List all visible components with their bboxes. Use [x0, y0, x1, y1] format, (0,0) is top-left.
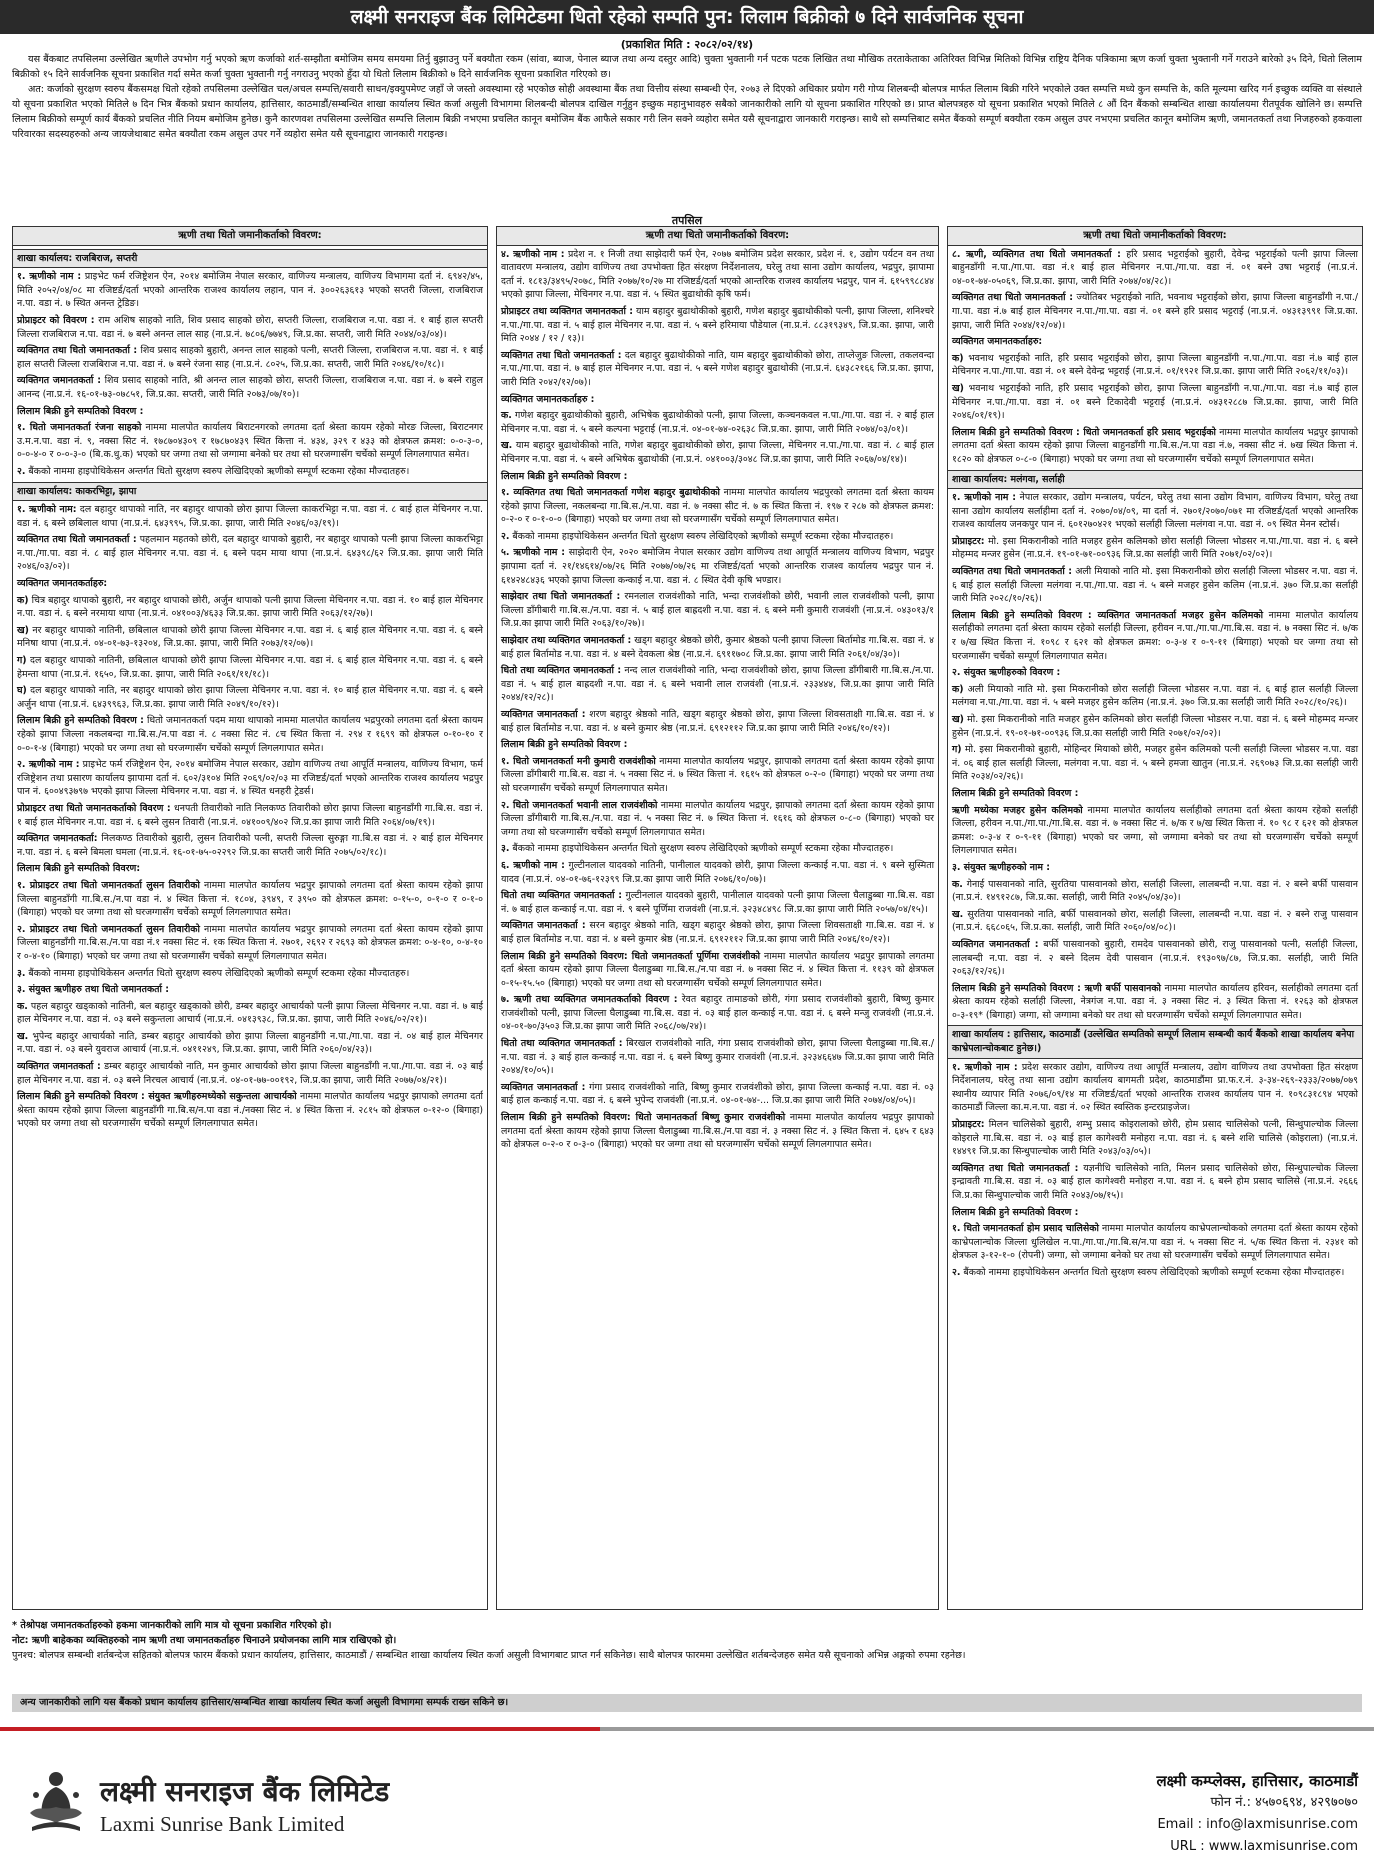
detail-label: व्यक्तिगत तथा धितो जमानतकर्ता : — [952, 292, 1074, 304]
detail-label: क. — [17, 1000, 28, 1012]
detail-label: व्यक्तिगत जमानतकर्ता : — [501, 709, 586, 720]
detail-text: गुल्टीनलाल यादवको नातिनी, पानीलाल यादवको छोरी, झापा जिल्ला कन्काई न.पा. वडा नं. ९ बस्ने सुस्मिता यादव (ना.प्र.नं. ०४-०१-७६-१२३९९ जि.प्र.का झापा जारी मिति २०७६/१०/०७)। — [501, 859, 935, 885]
detail-label: लिलाम बिक्री हुने सम्पतिको विवरण : व्यक्तिगत जमानतकर्ता मजहर हुसेन कलिमको — [952, 609, 1264, 621]
detail-paragraph — [952, 666, 1358, 680]
detail-label: २. — [501, 530, 510, 542]
detail-paragraph — [501, 919, 934, 946]
detail-paragraph — [17, 374, 483, 401]
detail-paragraph — [501, 634, 934, 661]
detail-paragraph — [952, 804, 1358, 858]
detail-label: लिलाम बिक्री हुने सम्पतिको विवरण : — [501, 470, 628, 482]
detail-label: २. धितो जमानतकर्ता भवानी लाल राजवंशीको — [501, 799, 658, 811]
detail-label: ६. ऋणीको नाम : — [501, 859, 565, 871]
detail-text: नाममा मालपोत कार्यालय सर्लाहीको लगतमा दर्ता श्रेस्ता कायम रहेको सर्लाही जिल्ला, हरीवन न.पा./गा.पा./गा.बि.स. वडा नं. ७ नक्सा सिट नं. ७/क र ७/ख स्थित कित्ता नं. १०९८ र ६२१ को क्षेत्रफल क्रमश: ०-३-४ र ०-९-११ (बिगाहा) भएको घर जग्गा तथा सो घरजग्गासँग चर्चेको सम्पूर्ण लिगलगापात समेत। — [952, 609, 1359, 662]
detail-label: २. प्रोप्राइटर तथा धितो जमानतकर्ता लुसन तिवारीको — [17, 923, 200, 935]
detail-label: प्रोप्राइटर: — [952, 535, 985, 547]
detail-paragraph — [501, 664, 934, 705]
detail-text: धितो जमानतकर्ता पदम माया थापाको नाममा मालपोत कार्यालय भद्रपुरको लगतमा दर्ता श्रेस्ता कायम रहेको झापा जिल्ला नकलबन्दा गा.बि.स./न.पा वडा नं. ८ नक्सा सिट नं. ८च स्थित कित्ता नं. २९४ र १६९९ को क्षेत्रफल ०-१०-१० र ०-०-१-४ (बिगाहा) भएको घर जग्गा तथा सो घरजग्गासँग चर्चेको सम्पूर्ण लिगलगापात समेत। — [17, 715, 483, 754]
detail-paragraph — [17, 624, 483, 651]
detail-text: रेवत बहादुर तामाङको छोरी, गंगा प्रसाद राजवंशीको बुहारी, बिष्णु कुमार राजवंशीको पत्नी, झापा जिल्ला घैलाडुब्बा गा.बि.स. वडा नं. ०३ बाई हाल कन्काई न.पा. वडा नं. ६ बस्ने मन्जु राजवंशी (ना.प्र.नं. ०४-०१-७०/३५०३ जि.प्र.का झापा जारी मिति २०६८/०७/२४)। — [501, 994, 934, 1033]
detail-paragraph — [17, 879, 483, 920]
detail-text: याम बहादुर बुढाथोकीको बुहारी, गणेश बहादुर बुढाथोकीको पत्नी, झापा जिल्ला, शनिश्चरे न.पा./गा.पा. वडा नं. ५ बाई हाल मेचिनगर न.पा. वडा नं. ५ बस्ने हरिमाया पौडेयाल (ना.प्र.नं. ८८३१९३४९, जि.प्र.का. झापा, जारी मिति २०४४ / १२ / १३)। — [501, 305, 935, 345]
note-postscript: पुनश्च: बोलपत्र सम्बन्धी शर्तबन्देज सहितको बोलपत्र फारम बैंकको प्रधान कार्यालय, हात्तिसार, काठमाडौं / सम्बन्धित शाखा कार्यालय स्थित कर्जा असुली विभागबाट प्राप्त गर्न सकिनेछ। साथै बोलपत्र फारममा उल्लेखित शर्तबन्देजहरु समेत यसै सूचनाको अभिन्न अङ्गको रुपमा रहनेछ। — [12, 1650, 966, 1661]
detail-text: दल बहादुर थापाको नातिनी, छबिलाल थापाको छोरी झापा जिल्ला मेचिनगर न.पा. वडा नं. ६ बाई हाल मेचिनगर न.पा. वडा नं. ६ बस्ने हेमन्ता थापा (ना.प्र.नं. १६५०, जि.प्र.का. झापा, जारी मिति २०६१/११/१८)। — [17, 655, 484, 680]
branch-office-heading: शाखा कार्यालय : हात्तिसार, काठमाडौं (उल्लेखित सम्पतिको सम्पूर्ण लिलाम सम्बन्धी कार्य बैंकको शाखा कार्यालय बनेपा काभ्रेपलान्चोकबाट हुनेछ।) — [948, 1025, 1362, 1058]
detail-text: नाममा मालपोत कार्यालय भद्रपुर झापाको लगतमा दर्ता श्रेस्ता कायम रहेको झापा जिल्ला बाहुनडाँगी गा.बि.स./न.पा वडा नं.७, नक्सा सीट नं. ७ख स्थित कित्ता नं. १८२० को क्षेत्रफल ०-८-० (बिगाहा) भएको घर जग्गा तथा सो घरजग्गासँग चर्चेको सम्पूर्ण लिगलगापात समेत। — [952, 426, 1359, 465]
detail-paragraph — [501, 393, 934, 407]
detail-label: २. — [952, 1266, 961, 1278]
detail-paragraph — [17, 344, 483, 371]
detail-label: व्यक्तिगत तथा धितो जमानतकर्ता : — [17, 345, 138, 357]
detail-label: ३. संयुक्त ऋणीहरुको नाम : — [952, 861, 1051, 873]
bank-email[interactable]: Email : info@laxmisunrise.com — [1157, 1817, 1358, 1832]
detail-paragraph — [952, 861, 1358, 875]
detail-label: १. प्रोप्राइटर तथा धितो जमानतकर्ता लुसन तिवारीको — [17, 879, 200, 891]
detail-paragraph — [17, 684, 483, 711]
detail-paragraph — [952, 491, 1358, 532]
detail-label: व्यक्तिगत जमानतकर्ता : — [501, 1081, 586, 1093]
detail-text: बैंकको नाममा हाइपोथिकेसन अन्तर्गत धितो सुरक्षण स्वरुप लेखिदिएको ऋणीको सम्पूर्ण स्टकमा रहेका मौज्दातहरु। — [512, 843, 894, 855]
detail-paragraph — [17, 533, 483, 574]
detail-text: नाममा मालपोत कार्यालय भद्रपुर, झापाको लगतमा दर्ता श्रेस्ता कायम रहेको झापा जिल्ला डाँगीबारी गा.बि.स./न.पा. वडा नं. ५ नक्सा सिट नं. ७ स्थित कित्ता नं. १६१६ को क्षेत्रफल ०-८-० (बिगाहा) भएको घर जग्गा तथा सो घरजग्गासँग चर्चेको सम्पूर्ण लिगलगापात समेत। — [501, 799, 934, 838]
footer-rule-grey — [600, 1727, 1374, 1731]
detail-paragraph — [501, 349, 934, 390]
detail-text: राम अशिष साहको नाति, शिव प्रसाद साहको छोरा, सप्तरी जिल्ला, राजबिराज न.पा. वडा नं. १ बाई हाल सप्तरी जिल्ला राजबिराज न.पा. वडा नं. ७ बस्ने अनन्त लाल साह (ना.प्र.नं. ७८०६/७७४९, जि.प्र.का. सप्तरी, जारी मिति २०४४/०३/०४)। — [17, 314, 484, 340]
detail-paragraph — [17, 967, 483, 981]
detail-paragraph — [501, 889, 934, 916]
detail-label: लिलाम बिक्री हुने सम्पतिको विवरण: धितो जमानतकर्ता पूर्णिमा राजवंशीको — [501, 950, 761, 962]
detail-label: साझेदार तथा धितो जमानतकर्ता : — [501, 591, 621, 603]
detail-paragraph — [952, 335, 1358, 349]
detail-label: लिलाम बिक्री हुने सम्पतिको विवरण : ऋणी बर्फी पासवानको — [952, 982, 1161, 994]
detail-text: शिव प्रसाद साहको बुहारी, अनन्त लाल साहको पत्नी, सप्तरी जिल्ला, राजबिराज न.पा. वडा नं. १ बाई हाल सप्तरी जिल्ला राजबिराज न.पा. वडा नं. ७ बस्ने रंजना साह (ना.प्र.नं. ८०२५, जि.प्र.का. सप्तरी, जारी मिति २०४६/१०/१८)। — [17, 345, 483, 370]
detail-label: क. — [501, 410, 512, 422]
detail-paragraph — [501, 546, 934, 587]
detail-text: मो. इसा मिकरानीको नाति मजहर हुसेन कलिमको छोरा सर्लाही जिल्ला भोडसर न.पा. वडा नं. ६ बस्ने मोहम्मद मन्जर हुसेन (ना.प्र.नं. १९-०१-७१-००९३६ जि.प्र.का सर्लाही जारी मिति २०७१/०२/०२)। — [952, 714, 1358, 739]
detail-text: डम्बर बहादुर आचार्यको नाति, मन कुमार आचार्यको छोरा झापा जिल्ला बाहुनडाँगी न.पा./गा.पा. वडा नं. ०३ बाई हाल मेचिनगर न.पा. वडा नं. ०३ बस्ने निरचल आचार्य (ना.प्र.नं. ०४-०१-७७-००१९२, जि.प्र.का झापा, जारी मिति २०७७/०४/२१)। — [17, 1061, 483, 1086]
detail-label: ३. संयुक्त ऋणीहरु तथा धितो जमानतकर्ता : — [17, 984, 169, 996]
detail-text: नाममा मालपोत कार्यालय भद्रपुर झापाको लगतमा दर्ता श्रेस्ता कायम रहेको झापा जिल्ला घैलाडुब्बा गा.बि.स./न.पा वडा नं. ७ नक्सा सिट नं. ४ स्थित कित्ता नं. ११३९ को क्षेत्रफल ०-१५-१५.५० (बिगाहा) भएको घर जग्गा तथा सो घरजग्गासँग चर्चेको सम्पूर्ण लिगलगापात समेत। — [501, 950, 935, 989]
detail-label: प्रोप्राइटर तथा व्यक्तिगत जमानतकर्ता : — [501, 305, 633, 317]
detail-label: लिलाम बिक्री हुने सम्पतिको विवरण : संयुक्त ऋणीहरुमध्येको सकुन्तला आचार्यको — [17, 1091, 297, 1103]
detail-text: नाममा मालपोत कार्यालय काभ्रेपलान्चोकको लगतमा दर्ता श्रेस्ता कायम रहेको काभ्रेपलान्चोक जिल्ला धुलिखेल न.पा./गा.पा./गा.बि.स/न.पा वडा नं. ५ नक्सा सिट नं. ५/क स्थित कित्ता नं. २३४१ को क्षेत्रफल ३-१२-१-० (रोपनी) जग्गा, सो जग्गामा बनेको घर तथा सो घरजग्गासँग चर्चेको सम्पूर्ण लिगलगापात समेत। — [952, 1223, 1358, 1262]
bank-name-english: Laxmi Sunrise Bank Limited — [100, 1812, 345, 1836]
contact-block — [1157, 1770, 1359, 1858]
detail-text: बैंकको नाममा हाइपोथिकेसन अन्तर्गत धितो सुरक्षण स्वरुप लेखिदिएको ऋणीको सम्पूर्ण स्टकमा रहेका मौज्दातहरु। — [512, 530, 894, 542]
detail-text: गेनाई पासवानको नाति, सुरतिया पासवानको छोरा, सर्लाही जिल्ला, लालबन्दी न.पा. वडा नं. २ बस्ने बर्फी पासवान (ना.प्र.नं. १४९१२८७, जि.प्र.का. सर्लाही, जारी मिति २०४५/०४/३०)। — [952, 878, 1358, 904]
detail-label: व्यक्तिगत जमानतकर्ता : — [501, 920, 586, 932]
detail-text: बैंकको नाममा हाइपोथिकेसन अन्तर्गत धितो सुरक्षण स्वरुप लेखिदिएको ऋणीको सम्पूर्ण स्टकमा रहेका मौज्दातहरु। — [28, 465, 410, 477]
detail-paragraph — [501, 530, 934, 544]
branch-office-heading: शाखा कार्यालय: मलंगवा, सर्लाही — [948, 470, 1362, 490]
detail-text: धनपती तिवारीको नाति निलकण्ठ तिवारीको छोरा झापा जिल्ला बाहुनडाँगी गा.बि.स. वडा नं. १ बाई हाल मेचिनगर न.पा. वडा नं. ६ बस्ने लुसन तिवारी (ना.प्र.नं. ०४१००९/४०२ जि.प्र.का झापा जारी मिति २०६४/०७/१९)। — [17, 802, 483, 828]
detail-paragraph — [501, 248, 934, 302]
intro-paragraph: अत: कर्जाको सुरक्षण स्वरुप बैंकसमक्ष धितो रहेको तपसिलमा उल्लेखित चल/अचल सम्पत्ति/सवारी साधन/इक्युपमेण्ट जहाँ जे जस्तो अवस्थामा रहे भएकोछ सोही अवस्थामा बैंक तथा वित्तीय संस्था सम्बन्धी ऐन, २०७३ ले दिएको अधिकार प्रयोग गरी गोप्य शिलबन्दी बोलपत्र मार्फत लिलाम बिक्री गरिने भएकोले उक्त सम्पत्ति मध्ये कुन सम्पत्ति के, कति मूल्यमा खरिद गर्न इच्छुक व्यक्ति वा संस्थाले यो सूचना प्रकाशित भएको मितिले ७ दिन भित्र बैंकको प्रधान कार्यालय, हात्तिसार, काठमाडौं/सम्बन्धित शाखा कार्यालय स्थित कर्जा असुली विभागमा शिलबन्दी बोलपत्र दाखिल गर्नुहुन इच्छुक महानुभावहरु सबैको जानकारीको लागि यो सूचना प्रकाशित गरिएको छ। प्राप्त बोलपत्रहरु यो सूचना प्रकाशित भएको मितिले ८ औं दिन बैंकको सम्बन्धित शाखा कार्यालयमा रीतपूर्वक खोलिने छ। सम्पत्ति लिलाम बिक्रीको सम्पूर्ण कार्य बैंकको प्रचलित नीति नियम बमोजिम हुनेछ। कुनै कारणवश तपसिलमा उल्लेखित सम्पत्ति लिलाम बिक्री नभएमा प्रचलित कानून बमोजिम बैंक आफैले सकार गरी लिन सक्ने व्यहोरा समेत यसै सूचनाद्वारा जानकारी गराइन्छ। साथै सो सम्पत्तिबाट समेत बैंकको सम्पूर्ण बक्यौता रकम असुल उपर नभएमा प्रचलित कानून बमोजिम ऋणी, जमानतकर्ता तथा निजहरुको हकवाला परिवारका सदस्यहरुको अन्य जायजेथाबाट समेत बक्यौता रकम असुल उपर गर्ने व्यहोरा समेत यसै सूचनाद्वारा जानकारी गराइन्छ। — [12, 84, 1362, 140]
intro-paragraph: यस बैंकबाट तपसिलमा उल्लेखित ऋणीले उपभोग गर्नु भएको ऋण कर्जाको शर्त-सम्झौता बमोजिम समय समयमा तिर्नु बुझाउनु पर्ने बक्यौता रकम (सांवा, ब्याज, पेनाल ब्याज तथा अन्य दस्तुर आदि) चुक्ता भुक्तानी गर्न पटक पटक लिखित तथा मौखिक तरताकेताका अतिरिक्त विभिन्न मितिको विभिन्न राष्ट्रिय दैनिक पत्रिकामा ऋण कर्जा चुक्ता भुक्तानी गर्ने गराउने बारेको ३५ दिने, धितो लिलाम बिक्रीको १५ दिने सार्वजनिक सूचना प्रकाशित गर्दा समेत कर्जा चुक्ता भुक्तानी गर्नु नगराउनु भएको हुँदा यो धितो लिलाम बिक्रीको ७ दिने सार्वजनिक सूचना प्रकाशित गरिएको छ। — [12, 54, 1362, 80]
detail-text: चित्र बहादुर थापाको बुहारी, नर बहादुर थापाको छोरी, अर्जुन थापाको पत्नी झापा जिल्ला मेचिनगर न.पा. वडा नं. १० बाई हाल मेचिनगर न.पा. वडा नं. ६ बस्ने नरमाया थापा (ना.प्र.नं. ०४१००३/४६३३ जि.प्र.का. झापा जारी मिति २०६३/१२/२७)। — [17, 594, 483, 620]
detail-label: लिलाम बिक्री हुने सम्पतिको विवरण: धितो जमानतकर्ता बिष्णु कुमार राजवंशीको — [501, 1112, 786, 1124]
detail-paragraph — [17, 503, 483, 530]
detail-paragraph — [952, 1118, 1358, 1159]
detail-paragraph — [501, 738, 934, 752]
detail-paragraph — [17, 714, 483, 755]
detail-paragraph — [501, 799, 934, 840]
branch-office-heading: शाखा कार्यालय: काकरभिट्टा, झापा — [13, 482, 487, 502]
detail-label: घ) — [17, 685, 27, 697]
detail-paragraph — [952, 426, 1358, 467]
detail-text: नन्द लाल राजवंशीको नाति, भन्दा राजवंशीको छोरा, झापा जिल्ला डाँगीबारी गा.बि.स./न.पा. वडा नं. ५ बाई हाल बाह्रदशी न.पा. वडा नं. ६ बस्ने भवानी लाल राजवंशी (ना.प्र.नं. २३३४४४, जि.प्र.का झापा जारी मिति २०४४/१२/२८)। — [501, 665, 934, 704]
detail-label: १. धितो जमानतकर्ता होम प्रसाद चालिसेको — [952, 1223, 1099, 1235]
detail-paragraph — [501, 708, 934, 735]
detail-label: ख. — [501, 440, 513, 452]
detail-paragraph — [17, 1060, 483, 1087]
detail-text: बैंकको नाममा हाइपोथिकेसन अन्तर्गत धितो सुरक्षण स्वरुप लेखिदिएको ऋणीको सम्पूर्ण स्टकमा रहेका मौज्दातहरु। — [28, 967, 410, 979]
detail-paragraph — [17, 465, 483, 479]
detail-text: नाममा मालपोत कार्यालय हरिवन, सर्लाहीको लगतमा दर्ता श्रेस्ता कायम रहेको सर्लाही जिल्ला, नेत्रगंज न.पा. वडा नं. ३ नक्सा सिट नं. ३ स्थित कित्ता नं. १२६३ को क्षेत्रफल ०-३-१९* (बिगाहा) जग्गा, सो जग्गामा बनेको घर तथा सो घरजग्गासँग चर्चेको सम्पूर्ण लिगलगापात समेत। — [952, 982, 1359, 1021]
detail-paragraph — [952, 938, 1358, 979]
detail-text: भवनाथ भट्टराईको नाति, हरि प्रसाद भट्टराईको छोरा, झापा जिल्ला बाहुनडाँगी न.पा./गा.पा. वडा नं.७ बाई हाल मेचिनगर न.पा./गा.पा. वडा नं. ०१ बस्ने देवेन्द्र भट्टराई (ना.प्र.नं. ०१/१९२१ जि.प्र.का. झापा जारी मिति २०६२/११/०३)। — [952, 352, 1358, 378]
detail-paragraph — [501, 842, 934, 856]
detail-paragraph — [952, 713, 1358, 740]
borrower-column-3 — [947, 226, 1363, 1610]
detail-text: प्राइभेट फर्म रजिष्ट्रेशन ऐन, २०१४ बमोजिम नेपाल सरकार, वाणिज्य मन्त्रालय, वाणिज्य विभागमा दर्ता नं. ६९४२/४५, मिति २०५२/०४/०८ मा रजिष्टर्ड/दर्ता भएको आन्तरिक राजश्व कार्यालय लहान, पान नं. ३००२६३६१३ भएको सप्तरी जिल्ला, राजबिराज न.पा. वडा नं. ७ स्थित अनन्त ट्रेडिङ। — [17, 271, 483, 310]
detail-label: क) — [17, 594, 29, 606]
detail-paragraph — [17, 758, 483, 799]
detail-paragraph — [17, 1030, 483, 1057]
detail-paragraph — [952, 1162, 1358, 1203]
detail-paragraph — [17, 594, 483, 621]
detail-paragraph — [501, 755, 934, 796]
detail-text: शरण बहादुर श्रेष्ठको नाति, खड्ग बहादुर श्रेष्ठको छोरा, झापा जिल्ला शिवसताक्षी गा.बि.स. वडा नं. ४ बाई हाल बिर्तामोड न.पा. वडा नं. ४ बस्ने कुमार श्रेष्ठ (ना.प्र.नं. ६९१२११२ जि.प्र.का झापा जारी मिति २०४६/१०/१२)। — [501, 709, 935, 734]
detail-text: नाममा मालपोत कार्यालय भद्रपुर झापाको लगतमा दर्ता श्रेस्ता कायम रहेको झापा जिल्ला बाहुनडाँगी गा.बि.स/न.पा वडा नं./नक्सा सिट नं. ४ स्थित कित्ता नं. २८१५ को क्षेत्रफल ०-१२-० (बिगाहा) भएको घर जग्गा तथा सो घरजग्गासँग चर्चेको सम्पूर्ण लिगलगापात समेत। — [17, 1091, 483, 1130]
detail-paragraph — [17, 1000, 483, 1027]
detail-label: क. — [952, 878, 963, 890]
detail-label: प्रोप्राइटर: — [952, 1119, 985, 1131]
detail-label: लिलाम बिक्री हुने सम्पतिको विवरण : — [952, 1206, 1079, 1218]
detail-label: ग) — [17, 655, 27, 667]
detail-label: ४. ऋणीको नाम : — [501, 248, 565, 260]
detail-text: दल बहादुर थापाको नाति, नर बहादुर थापाको छोरा झापा जिल्ला मेचिनगर न.पा. वडा नं. १० बाई हाल मेचिनगर न.पा. वडा नं. ६ बस्ने अर्जुन थापा (ना.प्र.नं. ६४३९९६३, जि.प्र.का. झापा जारी मिति २०४९/१०/१२)। — [17, 685, 483, 710]
detail-text: ज्योतिबर भट्टराईको नाति, भवनाथ भट्टराईको छोरा, झापा जिल्ला बाहुनडाँगी न.पा./गा.पा. वडा नं.७ बाई हाल मेचिनगर न.पा./गा.पा. वडा नं. ०१ बस्ने हरि प्रसाद भट्टराई (ना.प्र.नं. ०४३१३९९१ जि.प्र.का. झापा, जारी मिति २०४४/१२/०४)। — [952, 292, 1359, 331]
detail-label: व्यक्तिगत जमानतकर्ता : — [17, 1061, 101, 1073]
detail-text: याम बहादुर बुढाथोकीको नाति, गणेश बहादुर बुढाथोकीको छोरा, झापा जिल्ला, मेचिनगर न.पा./गा.पा. वडा नं. ८ बाई हाल मेचिनगर न.पा. वडा नं. ५ बस्ने अभिषेक बुढाथोकी (ना.प्र.नं. ०४१००३/३०४८ जि.प्र.का झापा, जारी मिति २०६७/०४/१४)। — [501, 440, 934, 465]
detail-paragraph — [17, 802, 483, 829]
note-names: नोट: ऋणी बाहेकका व्यक्तिहरुको नाम ऋणी तथा जमानतकर्ताहरु चिनाउने प्रयोजनका लागि मात्र राखिएको हो। — [12, 1635, 397, 1646]
intro-text — [12, 52, 1362, 142]
detail-text: अली मियाको नाति मो. इसा मिकरानीको छोरा सर्लाही जिल्ला भोडसर न.पा. वडा नं. ६ बाई हाल सर्लाही जिल्ला मलंगवा न.पा./गा.पा. वडा नं. ५ बस्ने मजहर हुसेन कलिम (ना.प्र.नं. ३७० जि.प्र.का सर्लाही जारी मिति २०२८/१०/२६)। — [952, 683, 1358, 709]
detail-label: ८. ऋणी, व्यक्तिगत तथा धितो जमानतकर्ता : — [952, 248, 1121, 260]
detail-label: २. ऋणीको नाम : — [17, 759, 80, 771]
detail-paragraph — [501, 1081, 934, 1108]
detail-label: धितो तथा व्यक्तिगत जमानतकर्ता : — [501, 890, 622, 902]
detail-text: सरन बहादुर श्रेष्ठको नाति, खड्ग बहादुर श्रेष्ठको छोरा, झापा जिल्ला शिवसताक्षी गा.बि.स. वडा नं. ४ बाई हाल बिर्तामोड न.पा. वडा नं. ४ बस्ने कुमार श्रेष्ठ (ना.प्र.नं. ६९१२११२ जि.प्र.का झापा जारी मिति २०४६/१०/१२)। — [501, 920, 934, 945]
detail-paragraph — [952, 743, 1358, 784]
detail-text: दल बहादुर थापाको नाति, नर बहादुर थापाको छोरा झापा जिल्ला काकरभिट्टा न.पा. वडा नं. ८ बाई हाल मेचिनगर न.पा. वडा नं. ६ बस्ने छबिलाल थापा (ना.प्र.नं. ६४३९९५, जि.प्र.का. झापा, जारी मिति २०४६/०३/१९)। — [17, 504, 483, 529]
bank-address: लक्ष्मी कम्प्लेक्स, हात्तिसार, काठमाडौं — [1156, 1772, 1358, 1790]
detail-paragraph — [501, 409, 934, 436]
bank-name-nepali: लक्ष्मी सनराइज बैंक लिमिटेड — [100, 1775, 390, 1808]
detail-paragraph — [501, 486, 934, 527]
detail-label: प्रोप्राइटर तथा धितो जमानतकर्ताको विवरण : — [17, 802, 171, 814]
detail-text: नाममा मालपोत कार्यालय भद्रपुर झापाको लगतमा दर्ता श्रेस्ता कायम रहेको झापा जिल्ला बाहुनडाँगी गा.बि.स./न.पा वडा नं. ४ स्थित कित्ता नं. १८०४, ३९४९, र ३९५० को क्षेत्रफल क्रमश: ०-१५-०, ०-१-० र ०-१-० (बिगाहा) भएको घर जग्गा तथा सो घरजग्गासँग चर्चेको सम्पूर्ण लिगलगापात समेत। — [17, 879, 483, 919]
detail-label: १. ऋणीको नाम : — [952, 1061, 1018, 1073]
footer-rule-red — [0, 1727, 600, 1731]
detail-text: बिरखल राजवंशीको नाति, गंगा प्रसाद राजवंशीको छोरा, झापा जिल्ला घैलाडुब्बा गा.बि.स./न.पा. वडा नं. ३ बाई हाल कन्काई न.पा. वडा नं. ६ बस्ने बिष्णु कुमार राजवंशी (ना.प्र.नं. ३२३४६६४७ जि.प्र.का झापा जारी मिति २०४४/१०/०५)। — [501, 1038, 934, 1077]
detail-text: गुल्टीनलाल यादवको बुहारी, पानीलाल यादवको पत्नी झापा जिल्ला घैलाडुब्बा गा.बि.स. वडा नं. ७ बाई हाल कन्काई न.पा. वडा नं. ९ बस्ने पूर्णिमा राजवंशी (ना.प्र.नं. ३२३४८४९८ जि.प्र.का झापा जारी मिति २०५७/०४/१५)। — [501, 890, 935, 915]
detail-text: साझेदारी ऐन, २०२० बमोजिम नेपाल सरकार उद्योग वाणिज्य तथा आपूर्ति मन्त्रालय वाणिज्य विभाग, भद्रपुर झापामा दर्ता नं. २१/१४६१४/०७/२६ मिति २०७७/०७/२६ मा रजिष्टर्ड/दर्ता भएको आन्तरिक राजश्व कार्यालय भद्रपुर पान नं. ६१४२४८४३६ भएको झापा जिल्ला कन्काई न.पा. वडा नं. ८ स्थित देवी कृषि भण्डार। — [501, 547, 935, 586]
detail-label: प्रोप्राइटर को विवरण : — [17, 314, 95, 326]
detail-paragraph — [952, 1266, 1358, 1280]
detail-label: ख) — [952, 382, 964, 394]
detail-text: हरि प्रसाद भट्टराईको बुहारी, देवेन्द्र भट्टराईको पत्नी झापा जिल्ला बाहुनडाँगी न.पा./गा.पा. वडा नं.१ बाई हाल मेचिनगर न.पा./गा.पा. वडा नं. ०१ बस्ने उषा भट्टराई (ना.प्र.नं. ०४-०१-७४-०५०६९, जि.प्र.का. झापा, जारी मिति २०७४/०४/२८)। — [952, 248, 1358, 287]
detail-paragraph — [952, 1061, 1358, 1115]
detail-label: २. संयुक्त ऋणीहरुको विवरण : — [952, 667, 1061, 679]
detail-text: अली मियाको नाति मो. इसा मिकरानीको छोरा सर्लाही जिल्ला भोडसर न.पा. वडा नं. ६ बाई हाल सर्लाही जिल्ला मलंगवा न.पा./गा.पा. वडा नं. ५ बस्ने मजहर हुसेन कलिम (ना.प्र.नं. ३७० जि.प्र.का सर्लाही जारी मिति २०२८/१०/२६)। — [952, 566, 1358, 605]
detail-label: व्यक्तिगत जमानतकर्ताहरु: — [952, 336, 1043, 348]
detail-text: प्रदेश सरकार उद्योग, वाणिज्य तथा आपूर्ति मन्त्रालय, उद्योग वाणिज्य तथा उपभोक्ता हित संरक्षण निर्देशनालय, घरेलु तथा साना उद्योग कार्यालय बागमती प्रदेश, काठमाडौंमा प्रा.फ.र.नं. ३-३४-२६९-२३३३/२०७७/०७९ स्थानीय व्यापार मिति २०७६/०९/१४ मा रजिष्टर्ड/दर्ता भएको आन्तरिक राजश्व कार्यालय पान नं. १०९८३१८९४ भएको काठमाडौं जिल्ला का.म.न.पा. वडा नं. ०२ स्थित स्वस्तिक इन्टरप्राइजेज। — [952, 1061, 1359, 1114]
detail-text: नाममा मालपोत कार्यालय भद्रपुर झापाको लगतमा दर्ता श्रेस्ता कायम रहेको झापा जिल्ला बाहुनडाँगी गा.बि.स./न.पा वडा नं.१ नक्सा सिट नं. १क स्थित कित्ता नं. २७०१, २६९२ र २६९३ को क्षेत्रफल क्रमश: ०-४-१०, ०-४-१० र ०-४-१० (बिगाहा) भएको घर जग्गा तथा सो घरजग्गासँग चर्चेको सम्पूर्ण लिगलगापात समेत। — [17, 923, 483, 962]
detail-paragraph — [952, 248, 1358, 289]
column-heading: ऋणी तथा धितो जमानीकर्ताको विवरण: — [497, 227, 938, 246]
detail-label: ऋणी मध्येका मजहर हुसेन कलिमको — [952, 804, 1083, 816]
contact-info-strip: अन्य जानकारीको लागि यस बैंकको प्रधान कार्यालय हात्तिसार/सम्बन्धित शाखा कार्यालय स्थित कर्जा असुली विभागमा सम्पर्क राख्न सकिने छ। — [12, 1694, 1362, 1712]
detail-text: मिलन चालिसेको बुहारी, शम्भु प्रसाद कोइरालाको छोरी, होम प्रसाद चालिसेको पत्नी, सिन्धुपाल्चोक जिल्ला कोइराले गा.बि.स. वडा नं. ०३ बाई हाल कागेश्वरी मनोहरा न.पा. वडा नं. ६ बस्ने शशि चालिसे (कोइराला) (ना.प्र.नं. १४४९१ जि.प्र.का सिन्धुपाल्चोक जारी मिति २०४३/०३/०५)। — [952, 1119, 1358, 1158]
detail-text: नाममा मालपोत कार्यालय भद्रपुरको लगतमा दर्ता श्रेस्ता कायम रहेको झापा जिल्ला, नकलबन्दा गा.बि.स./न.पा. वडा नं. ७ नक्सा सीट नं. ७ क स्थित कित्ता नं. १९७ र २८७ को क्षेत्रफल क्रमश: ०-२-० र ०-१-०-० (बिगाहा) भएको घर जग्गा तथा सो घरजग्गासँग चर्चेको सम्पूर्ण लिगलगापात समेत। — [501, 487, 934, 526]
detail-text: नाममा मालपोत कार्यालय सर्लाहीको लगतमा दर्ता श्रेस्ता कायम रहेको सर्लाही जिल्ला, हरीवन न.पा./गा.पा./गा.बि.स. वडा नं. ७ नक्सा सिट नं. ७/क र ७/ख स्थित कित्ता नं. १० ९८ र ६२१ को क्षेत्रफल क्रमश: ०-३-४ र ०-९-११ (बिगाहा) भएको घर जग्गा, सो जग्गामा बनेको घर तथा सो घरजग्गासँग चर्चेको सम्पूर्ण लिगलगापात समेत। — [952, 804, 1358, 857]
detail-paragraph — [501, 993, 934, 1034]
detail-paragraph — [17, 421, 483, 462]
detail-label: लिलाम बिक्री हुने सम्पतिको विवरण : धितो जमानतकर्ता हरि प्रसाद भट्टराईको — [952, 426, 1216, 438]
laxmi-goddess-logo-icon — [22, 1765, 90, 1835]
detail-paragraph — [17, 1090, 483, 1131]
detail-label: लिलाम बिक्री हुने सम्पतिको विवरण: — [17, 863, 141, 875]
detail-text: बैंकको नाममा हाइपोथिकेसन अन्तर्गत धितो सुरक्षण स्वरुप लेखिदिएको ऋणीको सम्पूर्ण स्टकमा रहेका मौज्दातहरु। — [963, 1266, 1345, 1278]
detail-label: क) — [952, 683, 964, 695]
detail-label: १. ऋणीको नाम : — [952, 492, 1017, 504]
detail-label: ख. — [952, 908, 964, 920]
detail-text: प्रदेश न. १ निजी तथा साझेदारी फर्म ऐन, २०७७ बमोजिम प्रदेश सरकार, प्रदेश नं. १, उद्योग पर्यटन वन तथा वातावरण मन्त्रालय, उद्योग वाणिज्य तथा उपभोक्ता हित संरक्षण निर्देशनालय, घरेलु तथा साना उद्योग कार्यालय, भद्रपुर, झापामा दर्ता नं. १८१३/३४९५/२०७८, मिति २०७७/१०/२७ मा रजिष्टर्ड/दर्ता भएको आन्तरिक राजश्व कार्यालय भद्रपुर, पान नं. ६१५९९८८४४ भएको झापा जिल्ला, मेचिनगर न.पा. वडा नं. ५ स्थित बुढाथोकी कृषि फर्म। — [501, 248, 935, 301]
notes-section — [12, 1618, 1362, 1664]
detail-label: ख) — [17, 624, 29, 636]
detail-label: व्यक्तिगत जमानतकर्ताहरु: — [17, 578, 108, 590]
detail-paragraph — [952, 683, 1358, 710]
borrower-column-2 — [496, 226, 939, 1610]
detail-label: ७. ऋणी तथा व्यक्तिगत जमानतकर्ताको विवरण : — [501, 994, 678, 1006]
detail-label: व्यक्तिगत जमानतकर्ता: — [17, 833, 98, 845]
detail-text: मो. इसा मिकरानीको बुहारी, मोहिन्दर मियाको छोरी, मजहर हुसेन कलिमको पत्नी सर्लाही जिल्ला भोडसर न.पा. वडा नं. ०६ बाई हाल सर्लाही जिल्ला, मलंगवा न.पा. वडा नं. ५ बस्ने हमजा खातुन (ना.प्र.नं. २६९०७३ जि.प्र.का सर्लाही जारी मिति २०३४/०२/२६)। — [952, 744, 1358, 783]
detail-text: नर बहादुर थापाको नातिनी, छबिलाल थापाको छोरी झापा जिल्ला मेचिनगर न.पा. वडा नं. ६ बाई हाल मेचिनगर न.पा. वडा नं. ६ बस्ने मनिषा थापा (ना.प्र.नं. ०४-०१-७३-१३२०४, जि.प्र.का. झापा, जारी मिति २०७३/१२/०७)। — [17, 624, 483, 650]
detail-label: ३. — [17, 967, 26, 979]
borrower-column-1 — [12, 226, 488, 1610]
bank-url[interactable]: URL : www.laxmisunrise.com — [1170, 1839, 1358, 1854]
detail-label: १. ऋणीको नाम : — [17, 271, 82, 283]
detail-text: गंगा प्रसाद राजवंशीको नाति, बिष्णु कुमार राजवंशीको छोरा, झापा जिल्ला कन्काई न.पा. वडा नं. ०३ बाई हाल कन्काई न.पा. वडा नं. ६ बस्ने भुपेन्द राजवंशी (ना.प्र.नं. ०४-०१-७४-... जि.प्र.का झापा जारी मिति २०७४/०४/०५)। — [501, 1081, 934, 1107]
detail-paragraph — [501, 1037, 934, 1078]
detail-label: ख) — [952, 714, 964, 725]
detail-text: मो. इसा मिकरानीको नाति मजहर हुसेन कलिमको छोरा सर्लाही जिल्ला भोडसर न.पा./गा.पा. वडा नं. ६ बस्ने मोहम्मद मन्जर हुसेन (ना.प्र.नं. १९-०१-७१-००९३६ जि.प्र.का सर्लाही जारी मिति २०७१/०२/०२)। — [952, 535, 1358, 561]
detail-label: लिलाम बिक्री हुने सम्पतिको विवरण : — [17, 405, 144, 417]
detail-paragraph — [501, 590, 934, 631]
detail-label: क) — [952, 352, 964, 364]
detail-label: व्यक्तिगत जमानतकर्ताहरु : — [501, 393, 595, 405]
detail-label: ५. ऋणीको नाम : — [501, 547, 566, 559]
detail-paragraph — [952, 352, 1358, 379]
detail-paragraph — [17, 270, 483, 311]
detail-paragraph — [952, 1206, 1358, 1220]
detail-paragraph — [17, 405, 483, 419]
detail-text: प्राइभेट फर्म रजिष्ट्रेशन ऐन, २०१४ बमोजिम नेपाल सरकार, उद्योग वाणिज्य तथा आपूर्ति मन्त्रालय, वाणिज्य विभाग, फर्म रजिष्ट्रेशन तथा प्रसारण कार्यालय झापामा दर्ता नं. ६०२/३१०४ मिति २०६९/०२/०३ मा रजिष्टर्ड/दर्ता भएको आन्तरिक राजश्व कार्यालय भद्रपुर पान नं. ६००४९३७९७ भएको झापा जिल्ला मेचिनगर न.पा. वडा नं. ४ स्थित धनहरी ट्रेडर्स। — [17, 759, 483, 798]
detail-label: ३. — [501, 843, 510, 855]
detail-label: २. — [17, 465, 26, 477]
detail-text: पहलमान महतको छोरी, दल बहादुर थापाको बुहारी, नर बहादुर थापाको पत्नी झापा जिल्ला काकरभिट्टा न.पा./गा.पा. वडा नं. ८ बाई हाल मेचिनगर न.पा. वडा नं. ६ बस्ने पदम माया थापा (ना.प्र.नं. ६४३९८/६२ जि.प्र.का. झापा जारी मिति २०४६/०३/०२)। — [17, 534, 484, 573]
detail-paragraph — [17, 314, 483, 341]
detail-label: १. व्यक्तिगत तथा धितो जमानतकर्ता गणेश बहादुर बुढाथोकीको — [501, 487, 720, 499]
detail-label: ग) — [952, 744, 962, 756]
detail-paragraph — [17, 654, 483, 681]
detail-text: नाममा मालपोत कार्यालय बिराटनगरको लगतमा दर्ता श्रेस्ता कायम रहेको मोरङ जिल्ला, बिराटनगर उ.म.न.पा. वडा नं. ९, नक्सा सिट नं. १७८७०४३०९ र १७८७०४३९ स्थित कित्ता नं. ४३४, ३२९ र ४३३ को क्षेत्रफल क्रमश: ०-०-३-०, ०-०-४-० र ०-०-३-० (बि.क.धु.क) भएको घर जग्गा तथा सो जग्गामा बनेको घर तथा सो घरजग्गासँग चर्चेको सम्पूर्ण लिगलगापात समेत। — [17, 422, 484, 461]
published-date: (प्रकाशित मिति : २०८२/०२/१४) — [620, 38, 754, 51]
notice-title: लक्ष्मी सनराइज बैंक लिमिटेडमा धितो रहेको सम्पति पुन: लिलाम बिक्रीको ७ दिने सार्वजनिक सूचना — [0, 0, 1374, 34]
detail-paragraph — [501, 859, 934, 886]
detail-label: व्यक्तिगत तथा धितो जमानतकर्ता : — [952, 566, 1073, 578]
detail-label: व्यक्तिगत जमानतकर्ता : — [952, 938, 1039, 950]
branch-office-heading: शाखा कार्यालय: राजबिराज, सप्तरी — [13, 249, 487, 269]
detail-paragraph — [17, 832, 483, 859]
detail-paragraph — [952, 787, 1358, 801]
detail-text: खड्ग बहादुर श्रेष्ठको छोरी, कुमार श्रेष्ठको पत्नी झापा जिल्ला बिर्तामोड गा.बि.स. वडा नं. ४ बाई हाल बिर्तामोड न.पा. वडा नं. ४ बस्ने देवकला श्रेष्ठ (ना.प्र.नं. ६९११७०८ जि.प्र.का. झापा जारी मिति २०६१/०४/३०)। — [501, 635, 935, 660]
detail-paragraph — [17, 983, 483, 997]
detail-paragraph — [952, 908, 1358, 935]
detail-text: नाममा मालपोत कार्यालय भद्रपुर झापाको लगतमा दर्ता श्रेस्ता कायम रहेको झापा जिल्ला घैलाडुब्बा गा.बि.स./न.पा वडा नं. ३ नक्सा सिट नं. ३ स्थित कित्ता नं. ६४५ र ६४३ को क्षेत्रफल ०-२-० र ०-३-० (बिगाहा) भएको घर जग्गा तथा सो घरजग्गासँग चर्चेको सम्पूर्ण लिगलगापात समेत। — [501, 1112, 934, 1151]
detail-text: शिव प्रसाद साहको नाति, श्री अनन्त लाल साहको छोरा, सप्तरी जिल्ला, राजबिराज न.पा. वडा नं. ७ बस्ने राहुल आनन्द (ना.प्र.नं. १६-०१-७३-०७८५१, जि.प्र.का. सप्तरी, जारी मिति २०७३/०७/१०)। — [17, 375, 483, 400]
detail-label: १. धितो जमानतकर्ता रंजना साहको — [17, 422, 142, 434]
detail-label: साझेदार तथा व्यक्तिगत जमानतकर्ता : — [501, 635, 632, 647]
detail-text: बर्फी पासवानको बुहारी, रामदेव पासवानको छोरी, राजु पासवानको पत्नी, सर्लाही जिल्ला, लालबन्दी न.पा. वडा नं. २ बस्ने दिलम देवी पासवान (ना.प्र.नं. १९३०९७/८७, जि.प्र.का. सर्लाही, जारी मिति २०६३/१२/२६)। — [952, 938, 1358, 978]
column-heading: ऋणी तथा धितो जमानीकर्ताको विवरण: — [948, 227, 1362, 246]
detail-label: व्यक्तिगत तथा धितो जमानतकर्ता : — [501, 349, 622, 361]
detail-paragraph — [501, 470, 934, 484]
detail-paragraph — [952, 565, 1358, 606]
column-heading: ऋणी तथा धितो जमानीकर्ताको विवरण: — [13, 227, 487, 246]
detail-label: लिलाम बिक्री हुने सम्पतिको विवरण : — [17, 715, 144, 727]
detail-text: यज्ञनीधि चालिसेको नाति, मिलन प्रसाद चालिसेको छोरा, सिन्धुपाल्चोक जिल्ला इन्द्रावती गा.बि.स. वडा नं. ०३ बाई हाल कागेश्वरी मनोहरा न.पा. वडा नं. ६ बस्ने होम प्रसाद चालिसे (ना.प्र.नं. २६६६ जि.प्र.का सिन्धुपाल्चोक जारी मिति २०४३/०७/१५)। — [952, 1162, 1358, 1201]
detail-paragraph — [952, 382, 1358, 423]
detail-paragraph — [17, 577, 483, 591]
detail-text: सुरतिया पासवानको नाति, बर्फी पासवानको छोरा, सर्लाही जिल्ला, लालबन्दी न.पा. वडा नं. २ बस्ने राजु पासवान (ना.प्र.नं. ६६८०६५, जि.प्र.का. सर्लाही, जारी मिति २०६०/०४/०८)। — [952, 908, 1358, 934]
detail-paragraph — [952, 535, 1358, 562]
detail-paragraph — [17, 923, 483, 964]
detail-paragraph — [501, 439, 934, 466]
detail-paragraph — [952, 982, 1358, 1023]
detail-label: व्यक्तिगत तथा धितो जमानतकर्ता : — [952, 1162, 1079, 1174]
detail-label: व्यक्तिगत तथा धितो जमानतकर्ता : — [17, 534, 137, 546]
detail-text: भवनाथ भट्टराईको नाति, हरि प्रसाद भट्टराईको छोरा, झापा जिल्ला बाहुनडाँगी न.पा./गा.पा. वडा नं.७ बाई हाल मेचिनगर न.पा./गा.पा. वडा नं. ०१ बस्ने टिकादेवी भट्टराई (ना.प्र.नं. ०४३१२८८७ जि.प्र.का. झापा, जारी मिति २०४६/०१/१९)। — [952, 382, 1358, 422]
detail-paragraph — [501, 305, 934, 346]
detail-paragraph — [952, 291, 1358, 332]
detail-label: धितो तथा व्यक्तिगत जमानतकर्ता : — [501, 1038, 623, 1050]
detail-label: ख. — [17, 1030, 29, 1042]
detail-text: भुपेन्द बहादुर आचार्यको नाति, डम्बर बहादुर आचार्यको छोरा झापा जिल्ला बाहुनडाँगी न.पा./गा.पा. वडा नं. ०४ बाई हाल मेचिनगर न.पा. वडा नं. ०३ बस्ने युवराज आचार्य (ना.प्र.नं. ०४११२४९, जि.प्र.का. झापा, जारी मिति २०६०/०४/२३)। — [17, 1030, 483, 1056]
detail-label: व्यक्तिगत जमानतकर्ता : — [17, 375, 101, 387]
detail-paragraph — [17, 862, 483, 876]
detail-text: गणेश बहादुर बुढाथोकीको बुहारी, अभिषेक बुढाथोकीको पत्नी, झापा जिल्ला, कञ्चनकवल न.पा./गा.पा. वडा नं. २ बाई हाल मेचिनगर न.पा. वडा नं. ५ बस्ने कल्पना भट्टराई (ना.प्र.नं. ०४-०१-७४-०२६३८ जि.प्र.का. झापा, जारी मिति २०७४/०३/०१)। — [501, 410, 934, 435]
bank-phone: फोन नं.: ४५७०६९४, ४२९७०७० — [1210, 1795, 1358, 1810]
detail-paragraph — [501, 1111, 934, 1152]
detail-label: १. ऋणीको नाम: — [17, 504, 77, 516]
detail-paragraph — [952, 878, 1358, 905]
detail-paragraph — [501, 950, 934, 991]
detail-paragraph — [952, 609, 1358, 663]
detail-label: लिलाम बिक्री हुने सम्पतिको विवरण : — [501, 739, 628, 751]
detail-paragraph — [952, 1222, 1358, 1263]
detail-text: दल बहादुर बुढाथोकीको नाति, याम बहादुर बुढाथोकीको छोरा, ताप्लेजुङ जिल्ला, तकलवन्दा न.पा./गा.पा. वडा नं. ७ बाई हाल मेचिनगर न.पा. वडा नं. ५ बस्ने गणेश बहादुर बुढाथोकी (ना.प्र.नं. ६४३८२१६६ जि.प्र.का. झापा, जारी मिति २०४२/१२/०७)। — [501, 349, 934, 388]
note-third-party: * तेश्रोपक्ष जमानतकर्ताहरुको हकमा जानकारीको लागि मात्र यो सूचना प्रकाशित गरिएको हो। — [12, 1620, 332, 1631]
detail-text: निलकण्ठ तिवारीको बुहारी, लुसन तिवारीको पत्नी, सप्तरी जिल्ला सुरुङ्गा गा.बि.स वडा नं. २ बाई हाल मेचिनगर न.पा. वडा नं. ६ बस्ने बिमला घमला (ना.प्र.नं. १६-०१-७५-०२२९२ जि.प्र.का सप्तरी जारी मिति २०७५/०२/१८)। — [17, 833, 483, 858]
detail-text: नेपाल सरकार, उद्योग मन्त्रालय, पर्यटन, घरेलु तथा साना उद्योग विभाग, वाणिज्य विभाग, घरेलु तथा साना उद्योग कार्यालय सर्लाहीमा दर्ता नं. २०७०/०४/०९, मा दर्ता नं. २७०१/२०७०/०७१ मा रजिष्टर्ड/दर्ता भएको आन्तरिक राजश्व कार्यालय जनकपुर पान नं. ६०१२७०४२१ भएको सर्लाही जिल्ला मलंगवा न.पा. वडा नं. ०९ स्थित मेनन स्टोर्स। — [952, 492, 1358, 531]
detail-label: लिलाम बिक्री हुने सम्पतिको विवरण : — [952, 787, 1079, 799]
details-heading: तपसिल — [671, 214, 703, 227]
detail-label: धितो तथा व्यक्तिगत जमानतकर्ता : — [501, 665, 622, 677]
detail-text: रमनलाल राजवंशीको नाति, भन्दा राजवंशीको छोरी, भवानी लाल राजवंशीको पत्नी, झापा जिल्ला डाँगीबारी गा.बि.स./न.पा. वडा नं. ५ बाई हाल बाह्रदशी न.पा. वडा नं. ६ बस्ने मनी कुमारी राजवंशी (ना.प्र.नं. ०४३०१३/१ जि.प्र.का झापा जारी मिति २०६३/१०/२७)। — [501, 591, 935, 630]
detail-text: पहल बहादुर खड्काको नातिनी, बल बहादुर खड्काको छोरी, डम्बर बहादुर आचार्यको पत्नी झापा जिल्ला मेचिनगर न.पा. वडा नं. ७ बाई हाल मेचिनगर न.पा. वडा नं. ०३ बस्ने सकुन्तला आचार्य (ना.प्र.नं. ०४१३९३८, जि.प्र.का. झापा, जारी मिति २०४६/०२/२१)। — [17, 1000, 483, 1026]
detail-text: नाममा मालपोत कार्यालय भद्रपुर, झापाको लगतमा दर्ता श्रेस्ता कायम रहेको झापा जिल्ला डाँगीबारी गा.बि.स. वडा नं. ५ नक्सा सिट नं. ७ स्थित कित्ता नं. १६१५ को क्षेत्रफल ०-२-० (बिगाहा) भएको घर जग्गा तथा सो घरजग्गासँग चर्चेको सम्पूर्ण लिगलगापात समेत। — [501, 755, 934, 794]
detail-label: १. धितो जमानतकर्ता मनी कुमारी राजवंशीको — [501, 755, 656, 767]
